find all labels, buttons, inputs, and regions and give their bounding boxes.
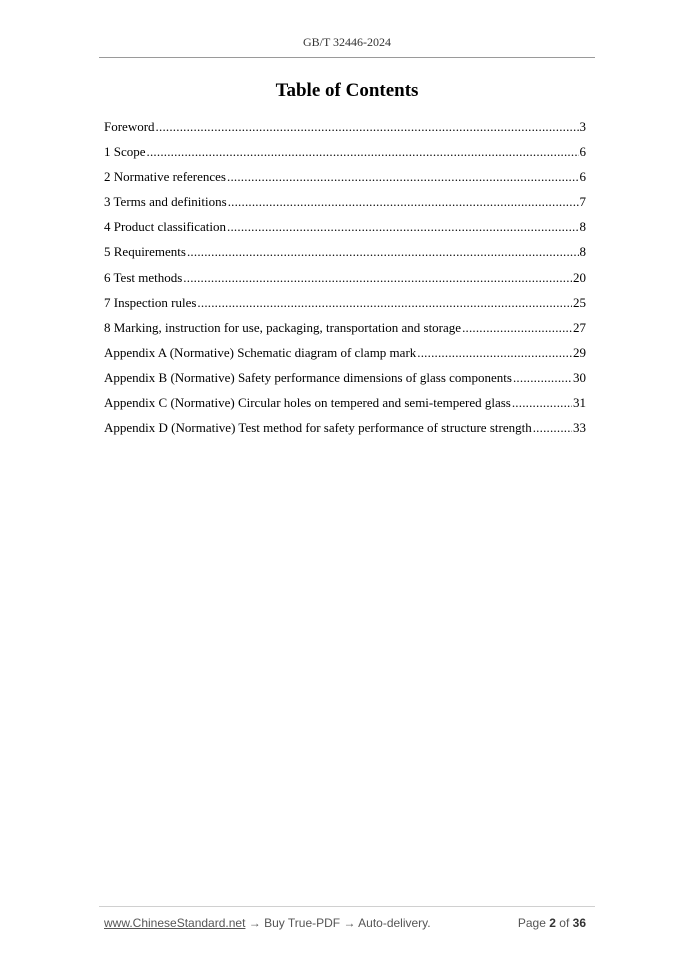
footer-promo (104, 916, 431, 930)
toc-entry-page-number: 6 (579, 169, 586, 185)
table-of-contents (104, 118, 586, 444)
site-link[interactable]: www.ChineseStandard.net (104, 916, 246, 930)
toc-entry-label: 3 Terms and definitions (104, 194, 227, 210)
running-header: GB/T 32446-2024 (302, 35, 392, 49)
toc-entry[interactable] (104, 168, 586, 193)
toc-entry[interactable] (104, 419, 586, 444)
toc-entry-page-number: 31 (573, 395, 586, 411)
toc-dot-leader (156, 118, 579, 136)
toc-entry[interactable] (104, 394, 586, 419)
toc-entry-label: Appendix B (Normative) Safety performance dimensions of glass components (104, 369, 512, 385)
toc-entry-page-number: 27 (573, 319, 586, 335)
toc-entry-label: 2 Normative references (104, 169, 226, 185)
toc-dot-leader (187, 243, 579, 261)
total-page-count: 36 (572, 916, 586, 930)
toc-entry-page-number: 20 (573, 269, 586, 285)
toc-dot-leader (147, 143, 579, 161)
toc-entry-label: Foreword (104, 119, 155, 134)
page-footer (104, 916, 586, 930)
toc-entry-label: 1 Scope (104, 144, 146, 160)
toc-entry-page-number: 8 (579, 244, 586, 260)
toc-entry-label: Appendix A (Normative) Schematic diagram of clamp mark (104, 344, 417, 360)
toc-entry[interactable] (104, 143, 586, 168)
toc-entry[interactable] (104, 193, 586, 218)
auto-delivery-text: Auto-delivery. (358, 916, 431, 930)
toc-entry[interactable] (104, 218, 586, 243)
toc-dot-leader (417, 344, 572, 362)
toc-dot-leader (462, 319, 572, 337)
toc-dot-leader (228, 193, 579, 211)
toc-dot-leader (513, 369, 572, 387)
header-divider (99, 57, 595, 58)
page-word: Page (517, 916, 546, 930)
toc-entry-label: 6 Test methods (104, 269, 183, 285)
page-title: Table of Contents (275, 80, 419, 101)
toc-entry-label: Appendix D (Normative) Test method for safety performance of structure strength (104, 420, 532, 436)
toc-entry-label: Appendix C (Normative) Circular holes on tempered and semi-tempered glass (104, 395, 511, 411)
toc-entry-label: 7 Inspection rules (104, 294, 197, 310)
toc-entry-page-number: 7 (579, 194, 586, 210)
toc-entry[interactable] (104, 319, 586, 344)
toc-entry[interactable] (104, 369, 586, 394)
toc-dot-leader (512, 394, 572, 412)
toc-entry[interactable] (104, 243, 586, 268)
toc-entry-page-number: 30 (573, 369, 586, 385)
toc-dot-leader (227, 218, 578, 236)
toc-dot-leader (183, 269, 572, 287)
toc-dot-leader (227, 168, 579, 186)
toc-entry-page-number: 29 (573, 344, 586, 360)
toc-dot-leader (533, 419, 572, 437)
toc-entry[interactable] (104, 344, 586, 369)
buy-pdf-text: Buy True-PDF (264, 916, 341, 930)
toc-entry-label: 4 Product classification (104, 219, 227, 235)
toc-entry-label: 5 Requirements (104, 244, 186, 260)
toc-entry[interactable] (104, 118, 586, 143)
toc-entry-page-number: 25 (573, 294, 586, 310)
toc-entry[interactable] (104, 294, 586, 319)
arrow-icon: → (340, 916, 359, 930)
toc-entry-page-number: 8 (579, 219, 586, 235)
toc-entry[interactable] (104, 269, 586, 294)
toc-dot-leader (197, 294, 572, 312)
toc-entry-label: 8 Marking, instruction for use, packaging, transportation and storage (104, 319, 462, 335)
toc-entry-page-number: 33 (573, 420, 586, 436)
page-indicator (518, 916, 586, 930)
arrow-icon: → (245, 916, 265, 930)
toc-entry-page-number: 3 (579, 119, 586, 134)
of-word: of (559, 916, 570, 930)
current-page-number: 2 (549, 916, 556, 930)
footer-divider (99, 906, 595, 907)
toc-entry-page-number: 6 (579, 144, 586, 160)
